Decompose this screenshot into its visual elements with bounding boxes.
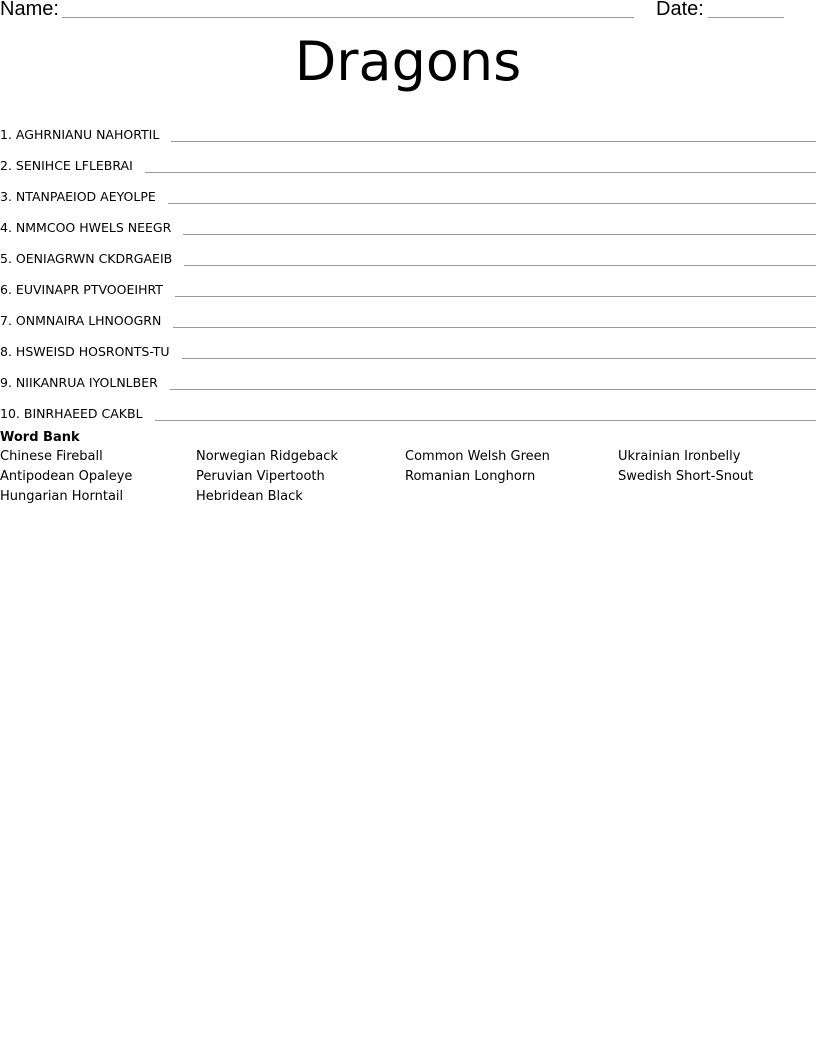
name-label: Name: [0, 0, 59, 20]
scramble-item [0, 174, 816, 205]
word-bank-entry: Hebridean Black [196, 489, 303, 504]
page-title: Dragons [294, 30, 522, 93]
scrambled-word: 9. NIIKANRUA IYOLNLBER [0, 375, 158, 390]
word-bank-entry: Swedish Short-Snout [618, 469, 754, 484]
word-bank-entry: Peruvian Vipertooth [196, 469, 325, 484]
word-bank [0, 429, 816, 507]
scrambled-word: 3. NTANPAEIOD AEYOLPE [0, 189, 156, 204]
scramble-item [0, 112, 816, 143]
scramble-item [0, 391, 816, 422]
scramble-list [0, 112, 816, 422]
word-bank-entry: Common Welsh Green [405, 449, 550, 464]
answer-line[interactable] [171, 141, 816, 142]
scrambled-word: 2. SENIHCE LFLEBRAI [0, 158, 133, 173]
word-bank-entry: Antipodean Opaleye [0, 469, 133, 484]
scramble-item [0, 329, 816, 360]
scrambled-word: 1. AGHRNIANU NAHORTIL [0, 127, 160, 142]
date-field[interactable] [708, 17, 784, 18]
scramble-item [0, 143, 816, 174]
word-bank-entry: Hungarian Horntail [0, 489, 124, 504]
scrambled-word: 6. EUVINAPR PTVOOEIHRT [0, 282, 163, 297]
answer-line[interactable] [155, 420, 816, 421]
scramble-item [0, 298, 816, 329]
answer-line[interactable] [145, 172, 816, 173]
scramble-item [0, 360, 816, 391]
scrambled-word: 5. OENIAGRWN CKDRGAEIB [0, 251, 173, 266]
answer-line[interactable] [182, 358, 816, 359]
scrambled-word: 8. HSWEISD HOSRONTS-TU [0, 344, 170, 359]
answer-line[interactable] [175, 296, 816, 297]
answer-line[interactable] [183, 234, 816, 235]
scrambled-word: 4. NMMCOO HWELS NEEGR [0, 220, 172, 235]
answer-line[interactable] [184, 265, 816, 266]
answer-line[interactable] [173, 327, 816, 328]
name-field[interactable] [62, 17, 634, 18]
word-bank-entry: Ukrainian Ironbelly [618, 449, 741, 464]
scrambled-word: 10. BINRHAEED CAKBL [0, 406, 143, 421]
word-bank-grid [0, 447, 816, 507]
word-bank-title: Word Bank [0, 430, 80, 445]
answer-line[interactable] [170, 389, 816, 390]
word-bank-entry: Romanian Longhorn [405, 469, 536, 484]
scrambled-word: 7. ONMNAIRA LHNOOGRN [0, 313, 162, 328]
worksheet-header [0, 0, 816, 22]
date-label: Date: [656, 0, 704, 20]
scramble-item [0, 267, 816, 298]
answer-line[interactable] [168, 203, 816, 204]
word-bank-entry: Chinese Fireball [0, 449, 103, 464]
scramble-item [0, 205, 816, 236]
scramble-item [0, 236, 816, 267]
word-bank-entry: Norwegian Ridgeback [196, 449, 338, 464]
